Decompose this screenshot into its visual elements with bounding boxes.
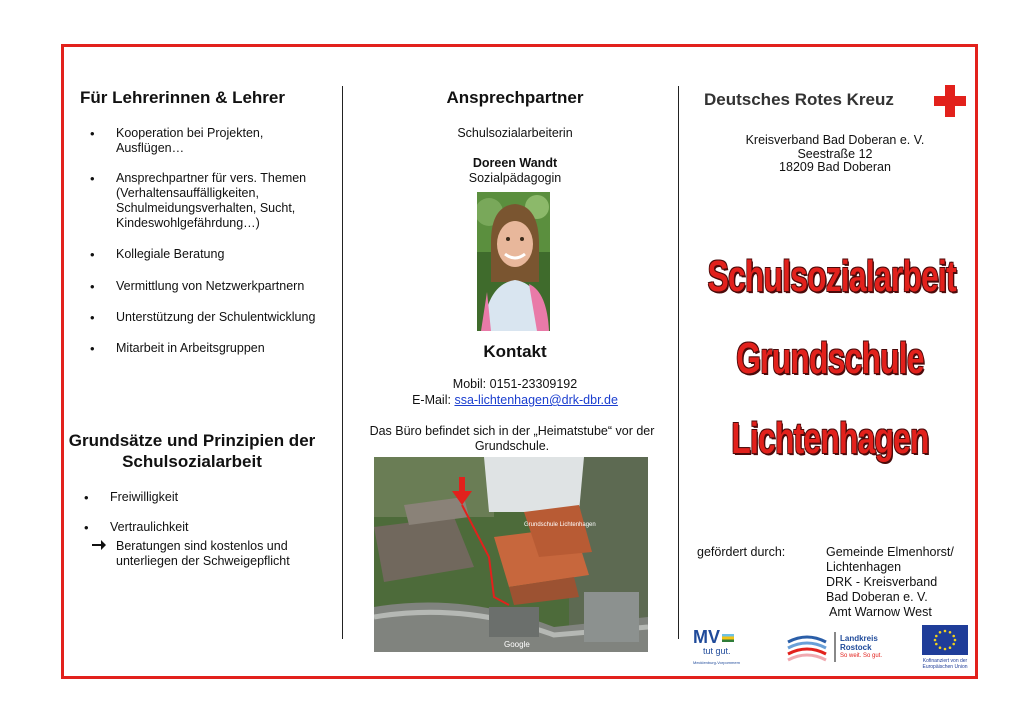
- address-line-3: 18209 Bad Doberan: [779, 160, 891, 174]
- column-divider-left: [342, 86, 343, 639]
- list-item: • Ansprechpartner für vers. Themen (Verhaltensauffälligkeiten, Schulmeidungsverhalten, Sucht, Kindeswohlgefährdung…): [90, 171, 330, 231]
- title-line-2: Grundschule: [736, 334, 924, 383]
- title-line-1: Schulsozialarbeit: [707, 252, 956, 301]
- teachers-bullet-list: [90, 126, 330, 371]
- funder: Amt Warnow West: [829, 605, 932, 619]
- contact-title: Sozialpädagogin: [468, 171, 562, 185]
- landkreis-emblem-icon: [784, 628, 830, 668]
- contact-name: Doreen Wandt: [472, 156, 558, 170]
- funded-label: gefördert durch:: [697, 545, 786, 559]
- contact-phone: Mobil: 0151-23309192: [452, 377, 578, 391]
- eu-flag-icon: [922, 625, 968, 655]
- list-item: • Mitarbeit in Arbeitsgruppen: [90, 341, 330, 356]
- address-line-2: Seestraße 12: [797, 147, 873, 161]
- logo-mv-tut-gut: MV tut gut. Mecklenburg-Vorpommern: [693, 627, 741, 665]
- map-brand: Google: [504, 640, 530, 649]
- arrow-note: [92, 539, 338, 569]
- funders-list: [826, 545, 976, 620]
- heading-contact-person: Ansprechpartner: [446, 88, 584, 107]
- red-cross-icon: [934, 85, 966, 117]
- location-map: [374, 457, 648, 652]
- list-item: • Unterstützung der Schulentwicklung: [90, 310, 330, 325]
- heading-principles: Grundsätze und Prinzipien der Schulsozialarbeit: [68, 431, 316, 471]
- logo-landkreis-rostock: Landkreis Rostock So weit. So gut.: [840, 634, 883, 659]
- heading-teachers: Für Lehrerinnen & Lehrer: [80, 88, 285, 107]
- contact-role: Schulsozialarbeiterin: [457, 126, 573, 140]
- eu-cofinanced-text: Kofinanziert von der Europäischen Union: [922, 658, 968, 670]
- funder: Bad Doberan e. V.: [826, 590, 928, 604]
- list-item: • Kooperation bei Projekten, Ausflügen…: [90, 126, 330, 156]
- list-item: • Kollegiale Beratung: [90, 247, 330, 262]
- list-item: • Freiwilligkeit: [84, 490, 324, 505]
- arrow-right-icon: [92, 539, 106, 555]
- list-item: • Vermittlung von Netzwerkpartnern: [90, 279, 330, 294]
- map-label-school: Grundschule Lichtenhagen: [524, 522, 596, 528]
- address-line-1: Kreisverband Bad Doberan e. V.: [745, 133, 925, 147]
- heading-kontakt: Kontakt: [483, 342, 547, 361]
- arrow-note-text: Beratungen sind kostenlos und unterliegen der Schweigepflicht: [116, 539, 290, 568]
- office-note: Das Büro befindet sich in der „Heimatstube“ vor der Grundschule.: [369, 424, 655, 453]
- logo-separator: [834, 632, 836, 662]
- funder: Gemeinde Elmenhorst/: [826, 545, 954, 559]
- column-divider-right: [678, 86, 679, 639]
- contact-email-line: [380, 393, 650, 408]
- title-line-3: Lichtenhagen: [731, 414, 929, 463]
- list-item: • Vertraulichkeit: [84, 520, 324, 535]
- funder: DRK - Kreisverband: [826, 575, 938, 589]
- org-name: Deutsches Rotes Kreuz: [704, 90, 894, 109]
- email-label: E-Mail:: [412, 393, 455, 407]
- funder: Lichtenhagen: [826, 560, 902, 574]
- email-link[interactable]: ssa-lichtenhagen@drk-dbr.de: [454, 393, 618, 407]
- profile-photo: [477, 192, 550, 331]
